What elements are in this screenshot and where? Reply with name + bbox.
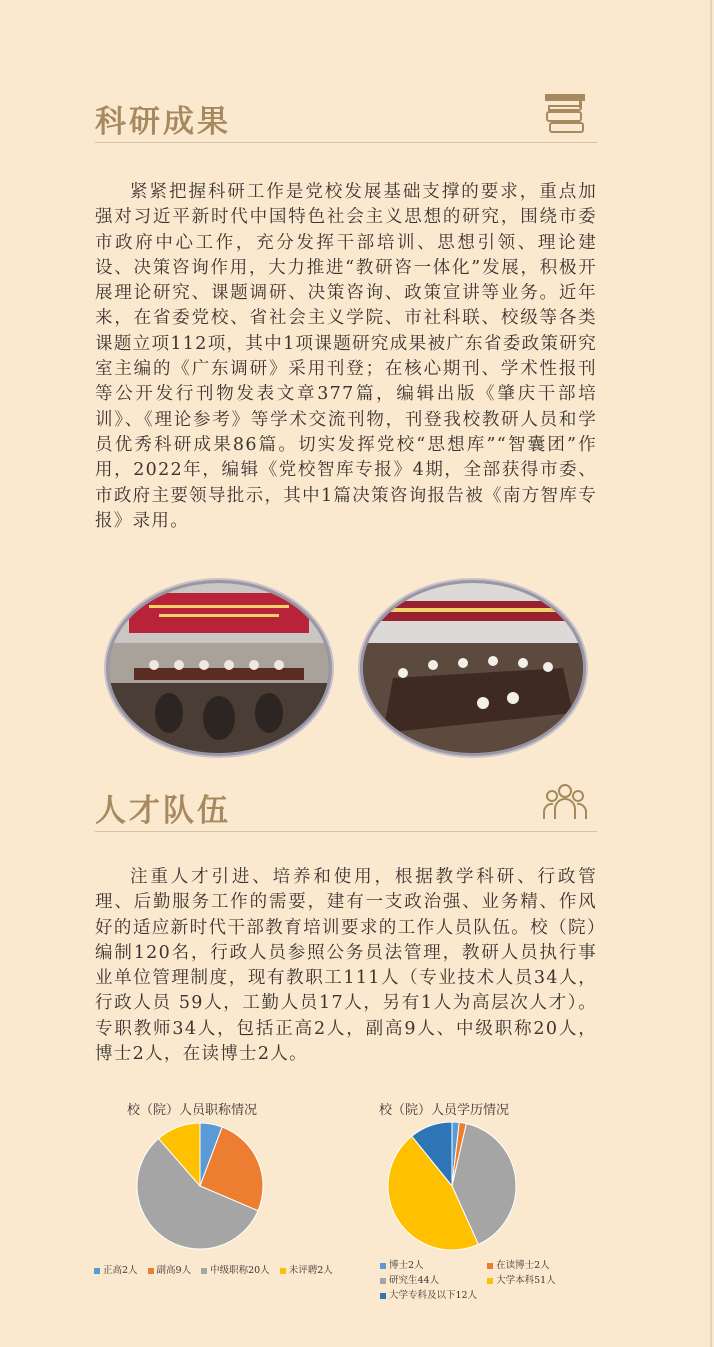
legend-label-1-0: 博士2人 xyxy=(389,1260,424,1271)
legend-label-1-2: 研究生44人 xyxy=(389,1275,440,1286)
legend-label-0-1: 副高9人 xyxy=(156,1265,192,1276)
legend-swatch-0-2 xyxy=(201,1268,207,1274)
legend-swatch-1-3 xyxy=(487,1278,493,1284)
meeting-photo-left xyxy=(106,580,332,756)
legend-label-1-4: 大学专科及以下12人 xyxy=(389,1290,478,1301)
legend-rank xyxy=(94,1262,344,1276)
people-group-icon xyxy=(541,781,589,825)
legend-label-0-2: 中级职称20人 xyxy=(210,1265,270,1276)
meeting-photo-right xyxy=(360,580,586,756)
research-section-header xyxy=(95,96,597,143)
legend-item-1-2 xyxy=(380,1272,477,1286)
page-edge-line xyxy=(710,0,712,1347)
legend-education xyxy=(380,1257,580,1301)
legend-label-1-1: 在读博士2人 xyxy=(496,1260,550,1271)
legend-swatch-0-1 xyxy=(148,1268,154,1274)
legend-label-0-3: 未评聘2人 xyxy=(288,1265,333,1276)
legend-label-0-0: 正高2人 xyxy=(103,1265,138,1276)
legend-swatch-1-0 xyxy=(380,1263,386,1269)
legend-item-1-1 xyxy=(487,1257,556,1271)
legend-swatch-0-3 xyxy=(280,1268,286,1274)
research-section-title: 科研成果 xyxy=(95,104,231,140)
talent-paragraph: 注重人才引进、培养和使用，根据教学科研、行政管理、后勤服务工作的需要，建有一支政治强、业务精、作风好的适应新时代干部教育培训要求的工作人员队伍。校（院）编制120名，行政人员参照公务员法管理，教研人员执行事业单位管理制度，现有教职工111人（专业技术人员34人，行政人员 59人，工勤人员17人，另有1人为高层次人才）。专职教师34人，包括正高2人，副高9人、中级职称20人，博士2人，在读博士2人。 xyxy=(95,867,597,1065)
legend-swatch-0-0 xyxy=(94,1268,100,1274)
graduation-cap-books-icon xyxy=(541,92,589,136)
legend-item-1-4 xyxy=(380,1287,477,1301)
talent-section-header xyxy=(95,785,597,832)
legend-item-0-1 xyxy=(148,1262,192,1276)
legend-item-0-0 xyxy=(94,1262,138,1276)
legend-label-1-3: 大学本科51人 xyxy=(496,1275,556,1286)
talent-section-title: 人才队伍 xyxy=(95,793,231,829)
legend-swatch-1-1 xyxy=(487,1263,493,1269)
chart-title-rank: 校（院）人员职称情况 xyxy=(127,1103,258,1118)
legend-item-1-3 xyxy=(487,1272,556,1286)
legend-item-0-2 xyxy=(201,1262,270,1276)
pie-chart-rank xyxy=(135,1120,265,1252)
legend-item-0-3 xyxy=(280,1262,333,1276)
pie-chart-education xyxy=(386,1120,518,1252)
research-paragraph: 紧紧把握科研工作是党校发展基础支撑的要求，重点加强对习近平新时代中国特色社会主义思想的研究，围绕市委市政府中心工作，充分发挥干部培训、思想引领、理论建设、决策咨询作用，大力推进“教研咨一体化”发展，积极开展理论研究、课题调研、决策咨询、政策宣讲等业务。近年来，在省委党校、省社会主义学院、市社科联、校级等各类课题立项112项，其中1项课题研究成果被广东省委政策研究室主编的《广东调研》采用刊登；在核心期刊、学术性报刊等公开发行刊物发表文章377篇，编辑出版《肇庆干部培训》、《理论参考》等学术交流刊物，刊登我校教研人员和学员优秀科研成果86篇。切实发挥党校“思想库”“智囊团”作用，2022年，编辑《党校智库专报》4期，全部获得市委、市政府主要领导批示，其中1篇决策咨询报告被《南方智库专报》录用。 xyxy=(95,182,597,531)
legend-item-1-0 xyxy=(380,1257,477,1271)
legend-swatch-1-2 xyxy=(380,1278,386,1284)
chart-title-education: 校（院）人员学历情况 xyxy=(379,1103,510,1118)
legend-swatch-1-4 xyxy=(380,1293,386,1299)
